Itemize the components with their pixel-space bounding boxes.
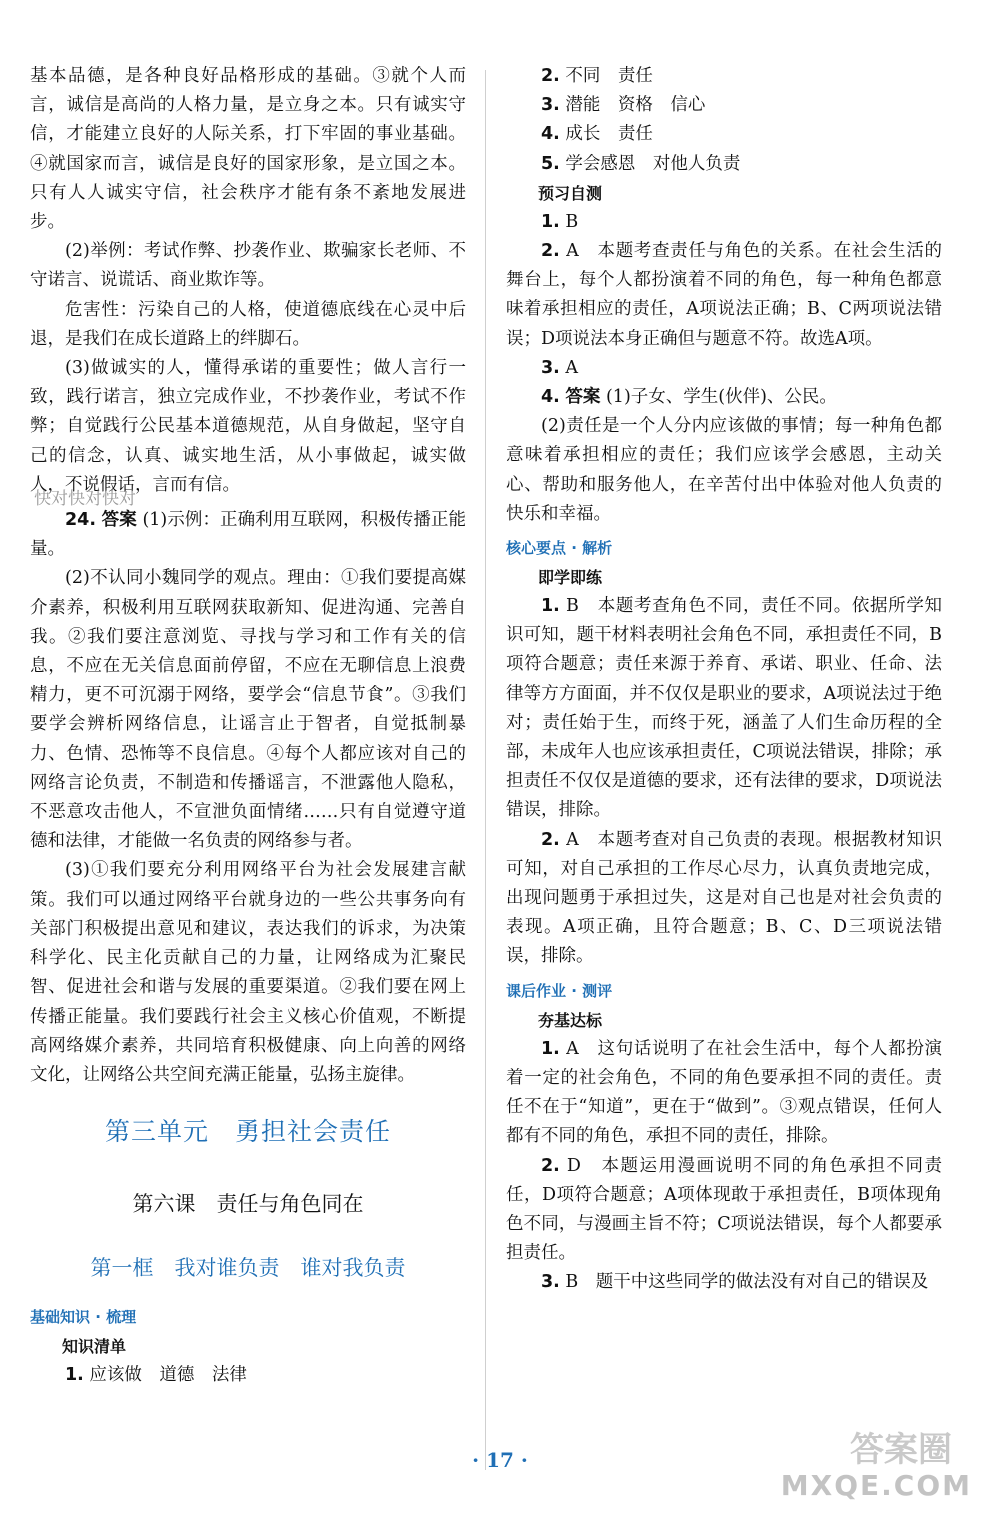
item-text: A 这句话说明了在社会生活中，每个人都扮演着一定的社会角色，不同的角色要承担不同的责任。责任不在于“知道”，更在于“做到”。③观点错误，任何人都有不同的角色，承担不同的责任，排除。 <box>506 1038 942 1147</box>
column-divider <box>485 70 486 1470</box>
answer-item <box>506 1152 942 1269</box>
paragraph: 危害性：污染自己的人格，使道德底线在心灵中后退，是我们在成长道路上的绊脚石。 <box>30 299 466 349</box>
overlay-watermark-text: 快对快对快对 <box>34 489 136 509</box>
item-number: 1. <box>541 211 560 232</box>
paragraph: (2)责任是一个人分内应该做的事情；每一种角色都意味着承担相应的责任；我们应该学会感恩，主动关心、帮助和服务他人，在辛苦付出中体验对他人负责的快乐和幸福。 <box>506 416 942 524</box>
subheading-preview-test: 预习自测 <box>538 183 603 203</box>
answer-item <box>506 383 942 412</box>
item-text: 不同 责任 <box>565 66 653 86</box>
item-text: D 本题运用漫画说明不同的角色承担不同责任，D项符合题意；A项体现敢于承担责任，B项体现角色不同，与漫画主旨不符；C项说法错误，每个人都要承担责任。 <box>506 1155 942 1264</box>
list-item <box>506 91 942 120</box>
item-number: 5. <box>541 153 560 174</box>
list-item <box>506 120 942 149</box>
answer-item <box>506 1035 942 1152</box>
item-text: 学会感恩 对他人负责 <box>565 153 741 174</box>
frame-title: 第一框 我对谁负责 谁对我负责 <box>90 1256 406 1281</box>
item-text: B 题干中这些同学的做法没有对自己的错误及 <box>565 1272 929 1293</box>
paragraph: (2)不认同小魏同学的观点。理由：①我们要提高媒介素养，积极利用互联网获取新知、促进沟通、完善自我。②我们要注意浏览、寻找与学习和工作有关的信息，不应在无关信息面前停留，不应在无聊信息上浪费精力，更不可沉溺于网络，要学会“信息节食”。③我们要学会辨析网络信息，让谣言止于智者，自觉抵制暴力、色情、恐怖等不良信息。④每个人都应该对自己的网络言论负责，不制造和传播谣言，不泄露他人隐私，不恶意攻击他人，不宣泄负面情绪……只有自觉遵守道德和法律，才能做一名负责的网络参与者。 <box>30 568 466 852</box>
section-heading-basic: 基础知识 · 梳理 <box>30 1308 137 1327</box>
item-number: 2. <box>541 66 560 86</box>
watermark-logo <box>772 1422 972 1502</box>
list-item <box>506 62 942 91</box>
answer-label: 答案 <box>101 510 137 531</box>
item-number: 3. <box>541 357 560 378</box>
item-text: 应该做 道德 法律 <box>89 1365 247 1386</box>
item-number: 2. <box>541 829 560 850</box>
section-heading-homework: 课后作业 · 测评 <box>506 981 613 1000</box>
item-number: 2. <box>541 241 560 262</box>
paragraph: (3)①我们要充分利用网络平台为社会发展建言献策。我们可以通过网络平台就身边的一些公共事务向有关部门积极提出意见和建议，表达我们的诉求，为决策科学化、民主化贡献自己的力量，让网络成为汇聚民智、促进社会和谐与发展的重要渠道。②我们要在网上传播正能量。我们要践行社会主义核心价值观，不断提高网络媒介素养，共同培育积极健康、向上向善的网络文化，让网络公共空间充满正能量，弘扬主旋律。 <box>30 860 466 1085</box>
page-number: · 17 · <box>472 1448 528 1472</box>
question-24-answer <box>30 506 466 564</box>
answer-item <box>506 354 942 383</box>
paragraph: 基本品德，是各种良好品格形成的基础。③就个人而言，诚信是高尚的人格力量，是立身之本。只有诚实守信，才能建立良好的人际关系，打下牢固的事业基础。④就国家而言，诚信是良好的国家形象，是立国之本。只有人人诚实守信，社会秩序才能有条不紊地发展进步。 <box>30 66 466 233</box>
answer-label: 答案 <box>565 387 601 408</box>
item-text: (1)子女、学生(伙伴)、公民。 <box>605 387 837 408</box>
list-item <box>30 1361 466 1390</box>
subheading-practice: 即学即练 <box>538 568 603 588</box>
question-number: 24. <box>65 510 97 531</box>
answer-item <box>506 1268 942 1297</box>
left-column <box>30 62 466 1390</box>
unit-title: 第三单元 勇担社会责任 <box>104 1117 391 1147</box>
subheading-foundation: 夯基达标 <box>538 1010 603 1030</box>
item-number: 1. <box>65 1365 84 1386</box>
item-text: A <box>565 357 579 378</box>
item-number: 1. <box>541 596 560 617</box>
answer-item <box>506 208 942 237</box>
item-text: A 本题考查责任与角色的关系。在社会生活的舞台上，每个人都扮演着不同的角色，每一种角色都意味着承担相应的责任，A项说法正确；B、C两项说法错误；D项说法本身正确但与题意不符。故选A项。 <box>506 241 942 349</box>
item-text: B 本题考查角色不同，责任不同。依据所学知识可知，题干材料表明社会角色不同，承担责任不同，B项符合题意；责任来源于养育、承诺、职业、任命、法律等方方面面，并不仅仅是职业的要求，A项说法过于绝对；责任始于生，而终于死，涵盖了人们生命历程的全部，未成年人也应该承担责任，C项说法错误，排除；承担责任不仅仅是道德的要求，还有法律的要求，D项说法错误，排除。 <box>506 596 942 821</box>
item-number: 4. <box>541 387 560 408</box>
right-column <box>506 62 942 1298</box>
item-text: 潜能 资格 信心 <box>565 95 706 116</box>
answer-item <box>506 592 942 826</box>
item-text: A 本题考查对自己负责的表现。根据教材知识可知，对自己承担的工作尽心尽力，认真负责地完成，出现问题勇于承担过失，这是对自己也是对社会负责的表现。A项正确，且符合题意；B、C、D三项说法错误，排除。 <box>506 829 942 967</box>
subheading-knowledge-list: 知识清单 <box>62 1337 127 1357</box>
item-number: 3. <box>541 95 560 116</box>
paragraph: (3)做诚实的人，懂得承诺的重要性；做人言行一致，践行诺言，独立完成作业，不抄袭作业，考试不作弊；自觉践行公民基本道德规范，从自身做起，坚守自己的信念，认真、诚实地生活，从小事做起，诚实做人，不说假话，言而有信。 <box>30 358 466 495</box>
paragraph: (2)举例：考试作弊、抄袭作业、欺骗家长老师、不守诺言、说谎话、商业欺诈等。 <box>30 241 466 291</box>
section-heading-core: 核心要点 · 解析 <box>506 539 613 558</box>
item-text: B <box>565 211 579 232</box>
item-text: 成长 责任 <box>565 124 653 145</box>
item-number: 2. <box>541 1155 560 1176</box>
answer-item <box>506 826 942 972</box>
answer-item <box>506 237 942 354</box>
item-number: 3. <box>541 1272 560 1293</box>
watermark-logo-text: 答案圈 <box>850 1430 952 1470</box>
lesson-title: 第六课 责任与角色同在 <box>132 1192 364 1217</box>
item-number: 4. <box>541 124 560 145</box>
watermark-site: MXQE.COM <box>780 1469 972 1502</box>
answer-text: (1)示例：正确利用互联网，积极传播正能量。 <box>30 510 466 560</box>
item-number: 1. <box>541 1038 560 1059</box>
list-item <box>506 150 942 179</box>
